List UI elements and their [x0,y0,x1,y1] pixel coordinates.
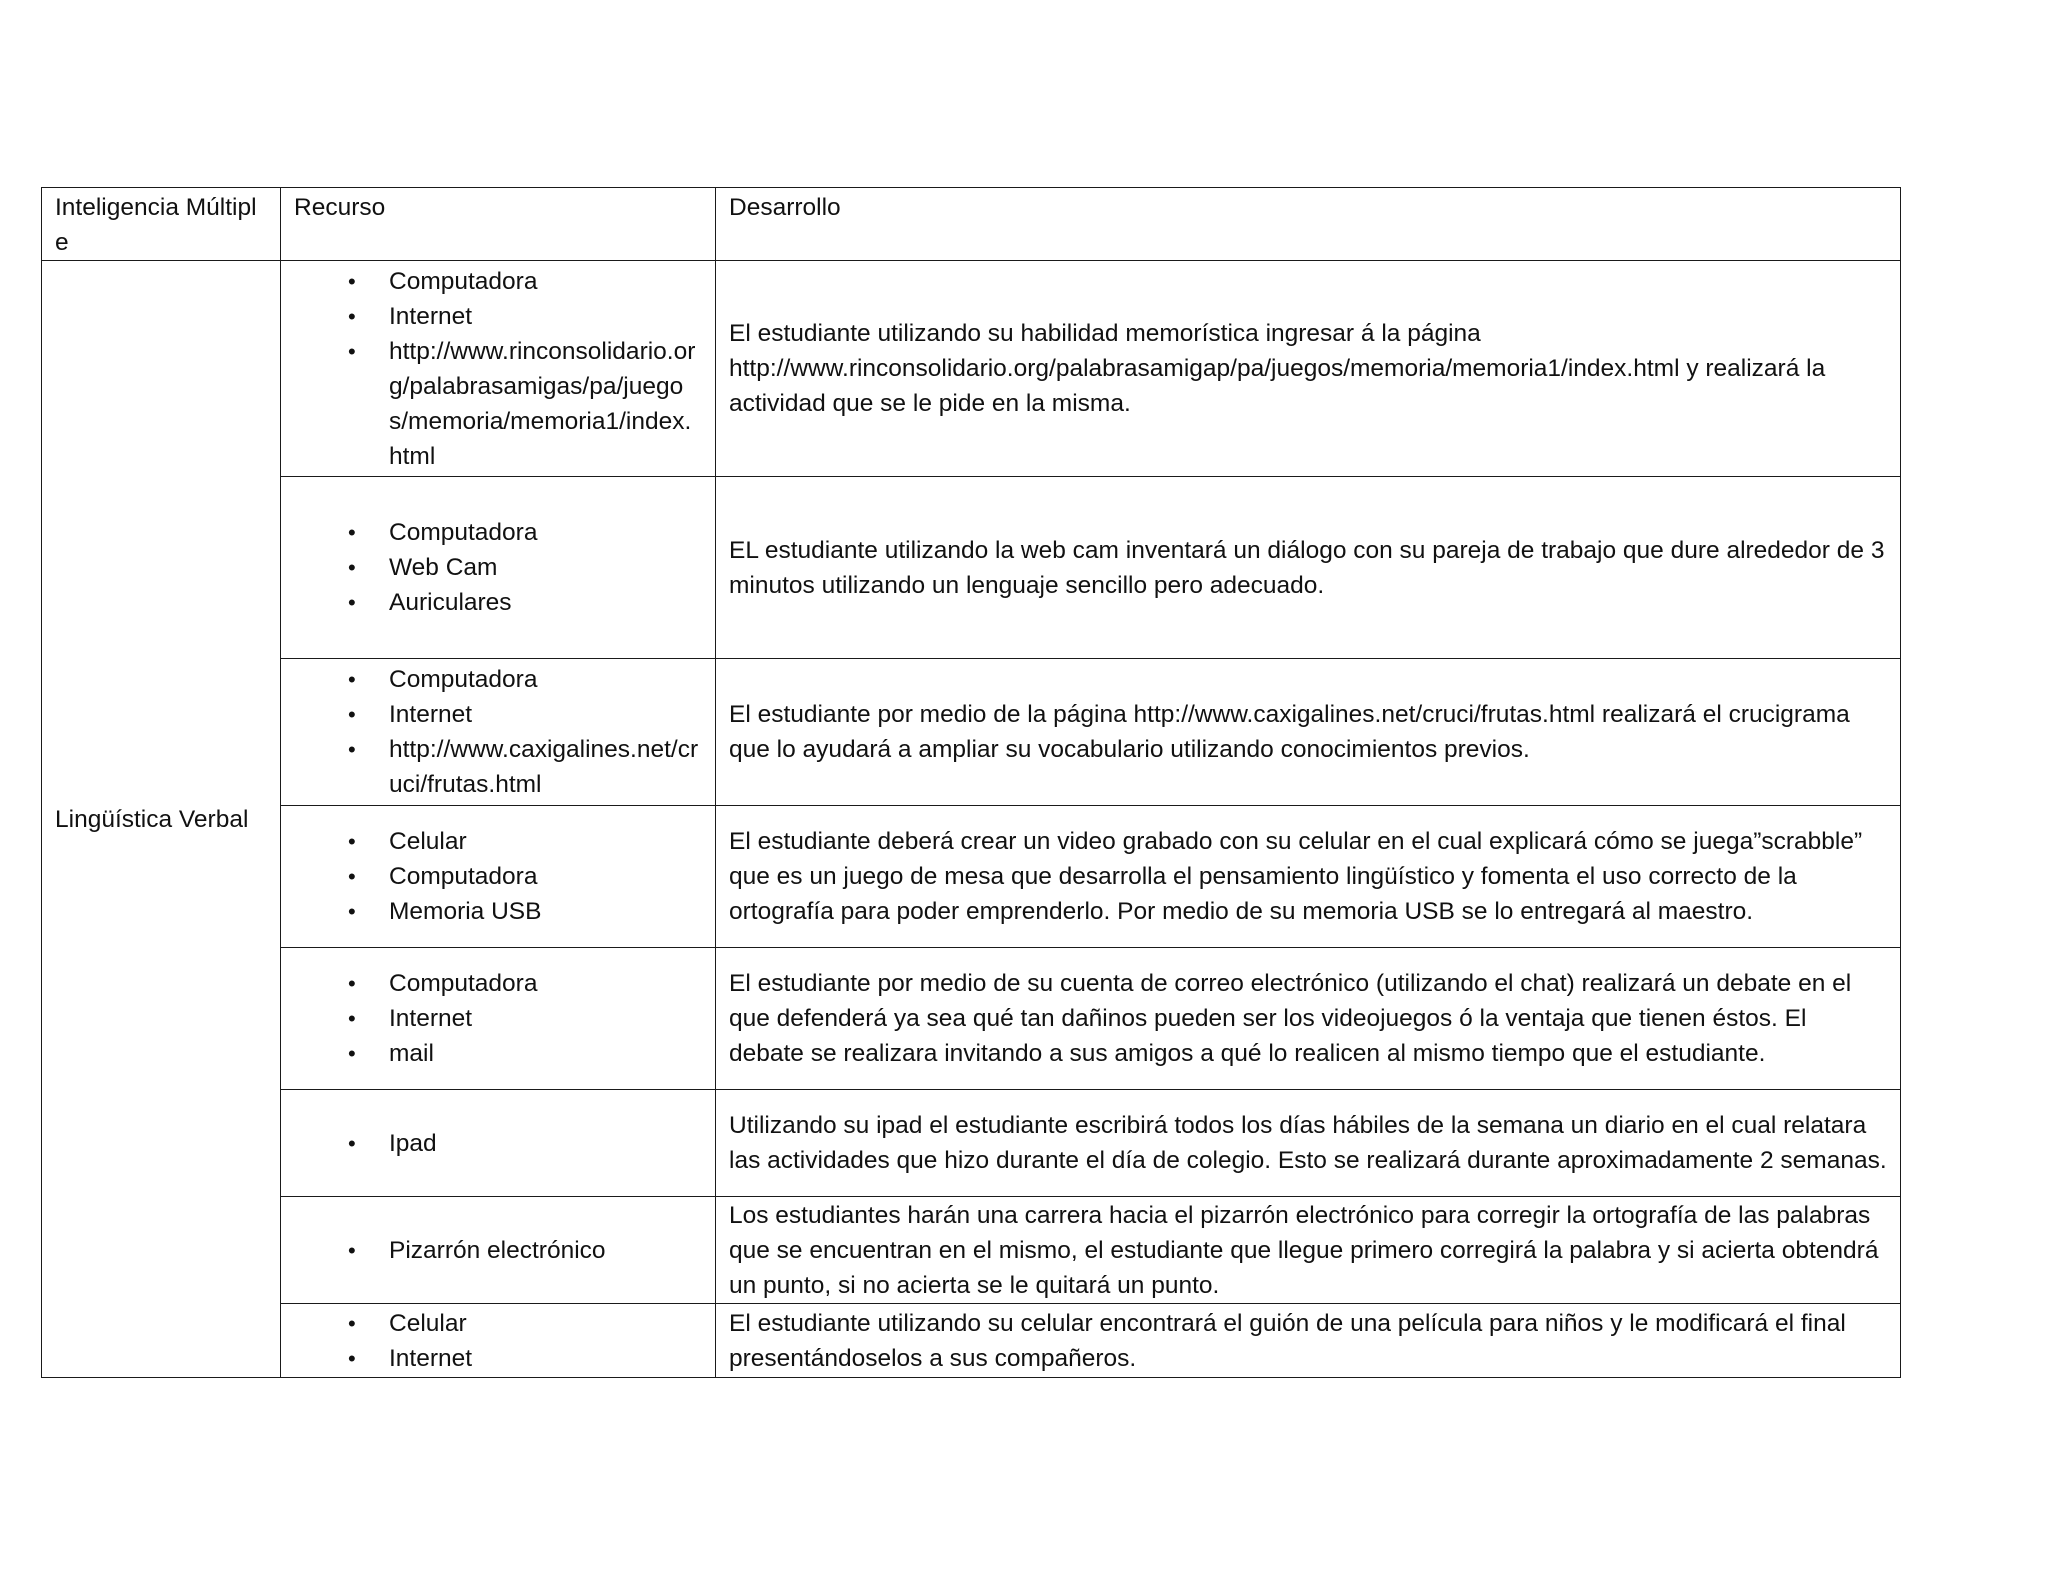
list-item: • Internet [294,1341,702,1376]
list-item: • Memoria USB [294,894,702,929]
resource-list [294,1306,702,1376]
resource-cell [281,1090,716,1197]
resource-list [294,264,702,474]
list-item: • Internet [294,697,702,732]
table-row [42,948,1901,1090]
resource-list [294,1126,702,1161]
resource-cell [281,477,716,659]
resource-cell [281,659,716,806]
resource-list [294,966,702,1071]
list-item: • mail [294,1036,702,1071]
resource-list [294,1233,702,1268]
description-cell: El estudiante deberá crear un video grabado con su celular en el cual explicará cómo se juega”scrabble” que es un juego de mesa que desarrolla el pensamiento lingüístico y fomenta el uso correcto de la ortografía para poder emprenderlo. Por medio de su memoria USB se lo entregará al maestro. [716,806,1901,948]
header-inteligencia-multiple: Inteligencia Múltiple [42,188,281,261]
list-item: • Celular [294,824,702,859]
description-cell: El estudiante utilizando su habilidad memorística ingresar á la página http://www.rinconsolidario.org/palabrasamigap/pa/juegos/memoria/memoria1/index.html y realizará la actividad que se le pide en la misma. [716,261,1901,477]
list-item: • Web Cam [294,550,702,585]
table-row [42,1090,1901,1197]
list-item: • Internet [294,1001,702,1036]
list-item: • Celular [294,1306,702,1341]
list-item: • Computadora [294,264,702,299]
table-header-row [42,188,1901,261]
table-row [42,477,1901,659]
list-item: • http://www.caxigalines.net/cruci/frutas.html [294,732,702,802]
description-cell: EL estudiante utilizando la web cam inventará un diálogo con su pareja de trabajo que dure alrededor de 3 minutos utilizando un lenguaje sencillo pero adecuado. [716,477,1901,659]
table-row [42,1304,1901,1378]
resource-list [294,515,702,620]
table-row [42,261,1901,477]
table-row [42,806,1901,948]
description-cell: El estudiante por medio de la página http://www.caxigalines.net/cruci/frutas.html realizará el crucigrama que lo ayudará a ampliar su vocabulario utilizando conocimientos previos. [716,659,1901,806]
resource-list [294,662,702,802]
list-item: • Ipad [294,1126,702,1161]
resource-cell [281,948,716,1090]
header-desarrollo: Desarrollo [716,188,1901,261]
list-item: • http://www.rinconsolidario.org/palabrasamigas/pa/juegos/memoria/memoria1/index.html [294,334,702,474]
intelligence-resource-table [41,187,1901,1378]
list-item: • Internet [294,299,702,334]
table-row [42,659,1901,806]
list-item: • Computadora [294,662,702,697]
description-cell: El estudiante por medio de su cuenta de correo electrónico (utilizando el chat) realizará un debate en el que defenderá ya sea qué tan dañinos pueden ser los videojuegos ó la ventaja que tienen éstos. El debate se realizara invitando a sus amigos a qué lo realicen al mismo tiempo que el estudiante. [716,948,1901,1090]
resource-cell [281,1197,716,1304]
resource-list [294,824,702,929]
list-item: • Auriculares [294,585,702,620]
resource-cell [281,261,716,477]
list-item: • Computadora [294,966,702,1001]
list-item: • Computadora [294,859,702,894]
list-item: • Pizarrón electrónico [294,1233,702,1268]
description-cell: Los estudiantes harán una carrera hacia el pizarrón electrónico para corregir la ortografía de las palabras que se encuentran en el mismo, el estudiante que llegue primero corregirá la palabra y si acierta obtendrá un punto, si no acierta se le quitará un punto. [716,1197,1901,1304]
description-cell: Utilizando su ipad el estudiante escribirá todos los días hábiles de la semana un diario en el cual relatara las actividades que hizo durante el día de colegio. Esto se realizará durante aproximadamente 2 semanas. [716,1090,1901,1197]
description-cell: El estudiante utilizando su celular encontrará el guión de una película para niños y le modificará el final presentándoselos a sus compañeros. [716,1304,1901,1378]
table-row [42,1197,1901,1304]
resource-cell [281,806,716,948]
category-cell: Lingüística Verbal [42,261,281,1378]
header-recurso: Recurso [281,188,716,261]
resource-cell [281,1304,716,1378]
list-item: • Computadora [294,515,702,550]
